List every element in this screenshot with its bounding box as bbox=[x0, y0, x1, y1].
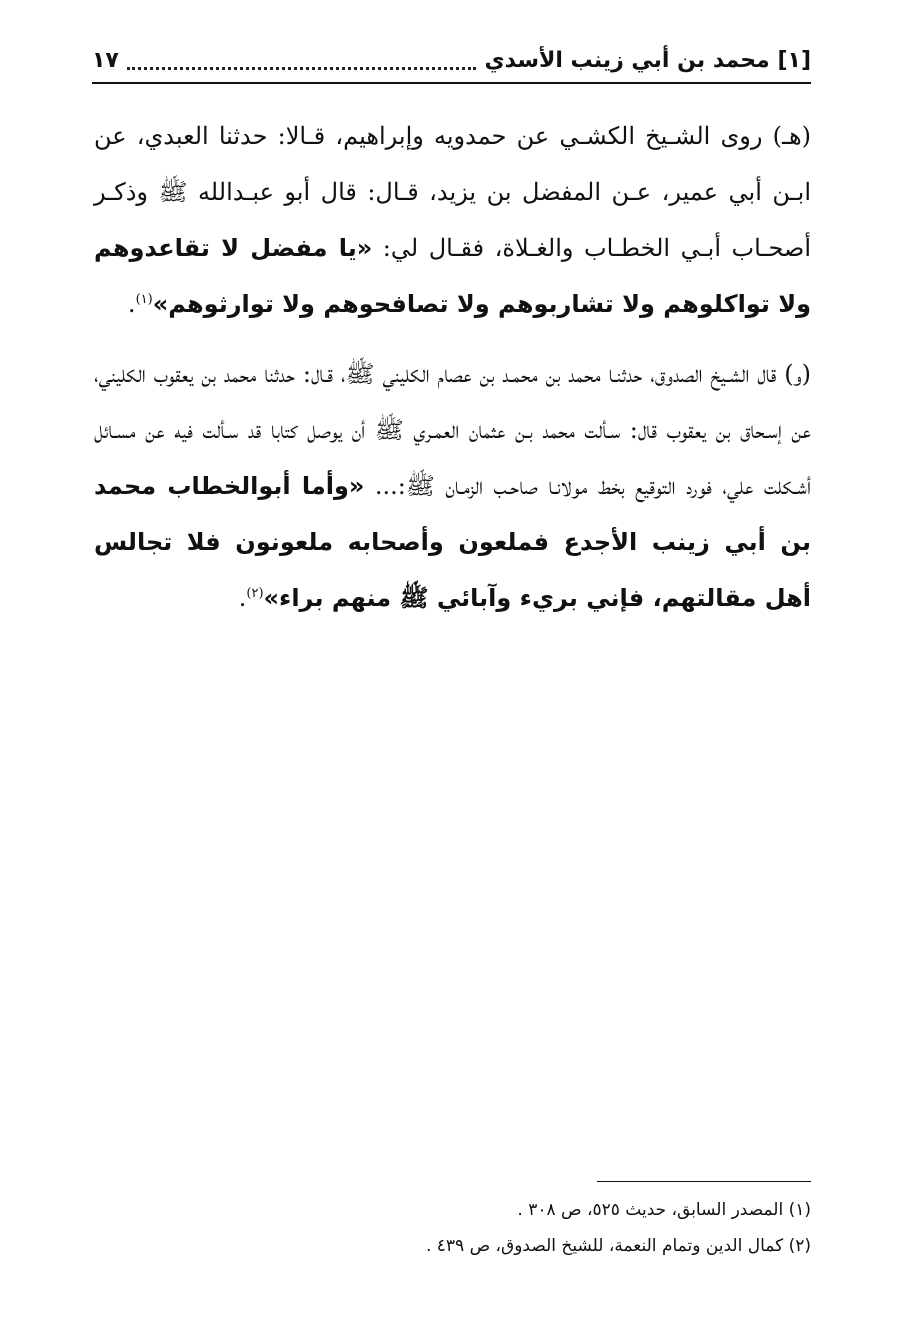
paragraph-he bbox=[94, 108, 811, 332]
header-dot-leader bbox=[127, 51, 477, 70]
paragraph-segment: (هـ) روى الشـيخ الكشـي عن حمدويه وإبراهيم، قـالا: حدثنا العبدي، عن ابـن أبي عمير، عـن المفضل بن يزيد، قـال: قال أبو عبـدالله ﷺ وذكـر أصحـاب أبـي الخطـاب والغـلاة، فقـال لي: bbox=[94, 122, 811, 262]
paragraph-segment: . bbox=[238, 584, 247, 612]
paragraph-segment: . bbox=[127, 290, 136, 318]
paragraph-waw bbox=[94, 346, 811, 626]
quoted-text-bold: «يا مفضل لا تقاعدوهم ولا تواكلوهم ولا تشاربوهم ولا تصافحوهم ولا توارثوهم» bbox=[94, 234, 811, 318]
footnote-1: (١) المصدر السابق، حديث ٥٢٥، ص ٣٠٨ . bbox=[517, 1200, 811, 1220]
footnote-ref: (١) bbox=[135, 292, 153, 307]
header-title: [١] محمد بن أبي زينب الأسدي bbox=[484, 47, 811, 73]
footnote-2: (٢) كمال الدين وتمام النعمة، للشيخ الصدوق، ص ٤٣٩ . bbox=[425, 1236, 811, 1256]
footnotes bbox=[94, 1192, 811, 1264]
page-number: ١٧ bbox=[92, 47, 119, 73]
running-header bbox=[92, 38, 811, 84]
footnote-separator bbox=[597, 1181, 811, 1182]
footnote-ref: (٢) bbox=[246, 586, 264, 601]
paragraph-segment: (و) قال الشـيخ الصدوق، حدثنـا محمد بن محمـد بن عصام الكليني ﷺ، قـال: حدثنا محمد بن يعقوب الكليني، عن إسـحاق بن يعقوب قال: سـألت محمد بـن عثمان العمـري ﷺ أن يوصل كتابا قد سـألت فيه عن مسـائل أشـكلت علي، فورد التوقيع بخط مولانـا صاحـب الزمـان ﷺ:... bbox=[94, 360, 812, 500]
quoted-text-bold: «وأما أبوالخطاب محمد بن أبي زينب الأجدع فملعون وأصحابه ملعونون فلا تجالس أهل مقالتهم، فإني بريء وآبائي ﷺ منهم براء» bbox=[94, 472, 811, 612]
main-text bbox=[94, 108, 811, 640]
